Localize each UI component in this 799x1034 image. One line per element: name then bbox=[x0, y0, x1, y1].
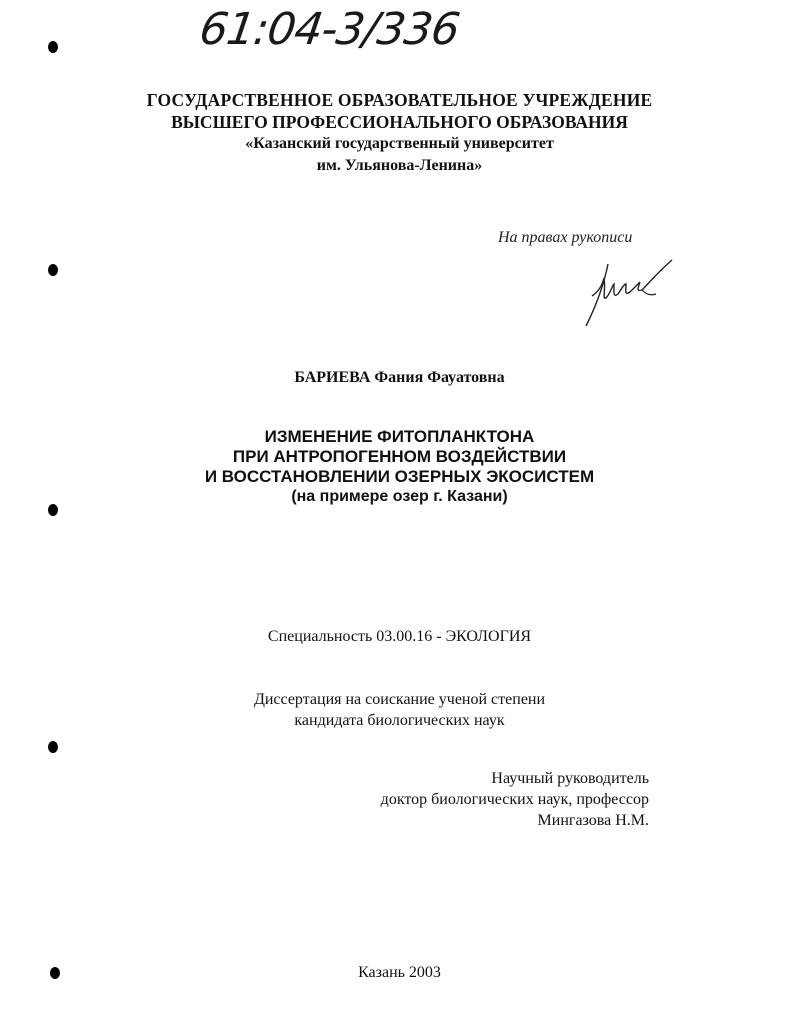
institution-line-4: им. Ульянова-Ленина» bbox=[316, 157, 483, 174]
scientific-advisor bbox=[381, 768, 649, 831]
thesis-line-1: Диссертация на соискание ученой степени bbox=[253, 691, 546, 708]
catalog-number: 61:04-3/336 bbox=[196, 4, 463, 55]
punch-hole bbox=[48, 741, 58, 753]
signature bbox=[580, 256, 680, 331]
title-line-3: И ВОССТАНОВЛЕНИИ ОЗЕРНЫХ ЭКОСИСТЕМ bbox=[204, 467, 595, 486]
institution-line-3: «Казанский государственный университет bbox=[245, 135, 554, 152]
title-line-1: ИЗМЕНЕНИЕ ФИТОПЛАНКТОНА bbox=[264, 427, 535, 446]
title-subtitle: (на примере озер г. Казани) bbox=[291, 488, 508, 505]
manuscript-rights: На правах рукописи bbox=[498, 229, 633, 246]
punch-hole bbox=[48, 41, 58, 53]
advisor-degree: доктор биологических наук, профессор bbox=[380, 791, 649, 808]
thesis-description bbox=[0, 689, 799, 731]
dissertation-title bbox=[0, 427, 799, 507]
advisor-role: Научный руководитель bbox=[491, 770, 649, 787]
thesis-line-2: кандидата биологических наук bbox=[294, 712, 505, 729]
specialty: Специальность 03.00.16 - ЭКОЛОГИЯ bbox=[267, 628, 532, 645]
author-name: БАРИЕВА Фания Фауатовна bbox=[294, 369, 505, 386]
institution-header bbox=[0, 89, 799, 177]
advisor-name: Мингазова Н.М. bbox=[537, 812, 649, 829]
title-line-2: ПРИ АНТРОПОГЕННОМ ВОЗДЕЙСТВИИ bbox=[232, 447, 567, 466]
institution-line-1: ГОСУДАРСТВЕННОЕ ОБРАЗОВАТЕЛЬНОЕ УЧРЕЖДЕНИЕ bbox=[146, 90, 653, 110]
punch-hole bbox=[48, 264, 58, 276]
city-year: Казань 2003 bbox=[358, 964, 441, 981]
institution-line-2: ВЫСШЕГО ПРОФЕССИОНАЛЬНОГО ОБРАЗОВАНИЯ bbox=[171, 112, 628, 132]
